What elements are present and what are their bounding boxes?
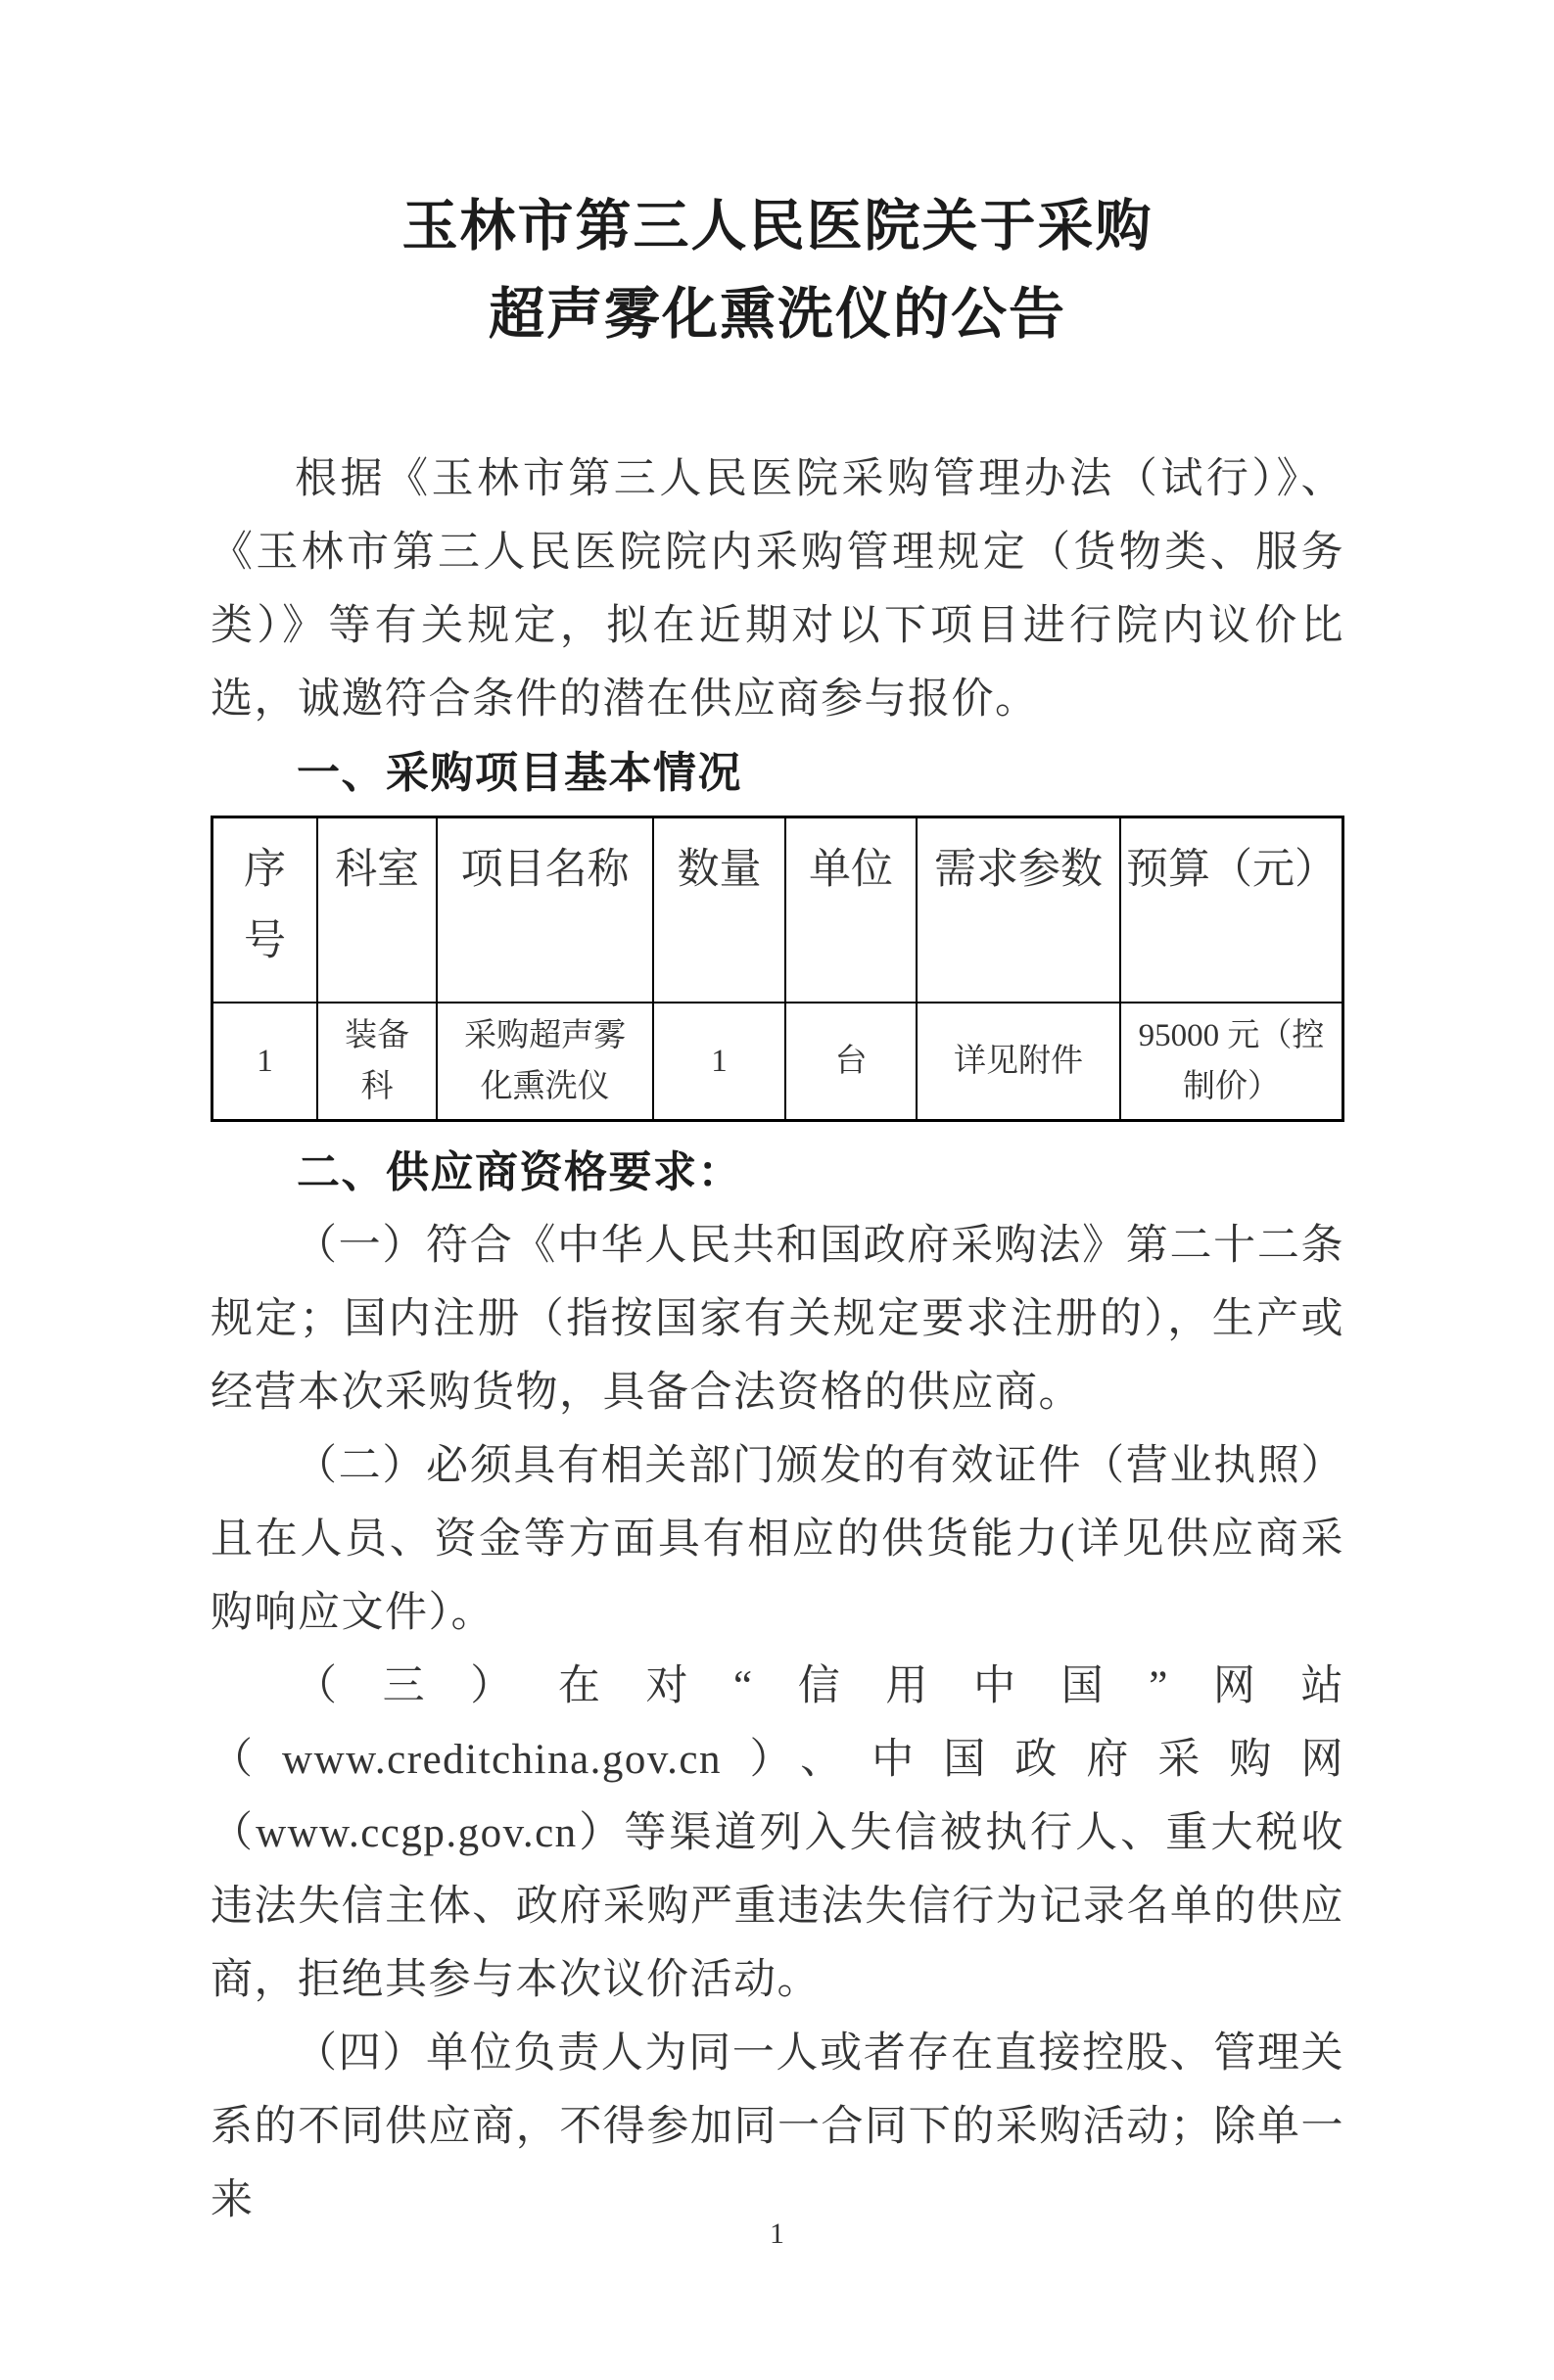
cell-budget: 95000 元（控制价）	[1120, 1003, 1343, 1121]
cell-project-name: 采购超声雾化熏洗仪	[437, 1003, 653, 1121]
header-cell-department: 科室	[317, 817, 437, 1003]
requirement-paragraph-2: （二）必须具有相关部门颁发的有效证件（营业执照）且在人员、资金等方面具有相应的供货能力(详见供应商采购响应文件）。	[211, 1443, 1344, 1636]
document-page	[0, 182, 1554, 2380]
table-data-row	[212, 1003, 1343, 1121]
document-title	[211, 182, 1344, 358]
header-label-serial-number: 序号	[243, 847, 286, 964]
header-cell-quantity: 数量	[653, 817, 785, 1003]
requirement-paragraph-4: （四）单位负责人为同一人或者存在直接控股、管理关系的不同供应商，不得参加同一合同下的采购活动；除单一来	[211, 2030, 1344, 2223]
cell-unit: 台	[785, 1003, 917, 1121]
section-2-body	[211, 1209, 1344, 2237]
header-cell-requirement-params: 需求参数	[917, 817, 1120, 1003]
intro-section	[211, 443, 1344, 736]
table-header-row	[212, 817, 1343, 1003]
header-cell-unit: 单位	[785, 817, 917, 1003]
document-title-line-2: 超声雾化熏洗仪的公告	[489, 282, 1066, 347]
cell-serial-number: 1	[212, 1003, 317, 1121]
requirement-paragraph-1: （一）符合《中华人民共和国政府采购法》第二十二条规定；国内注册（指按国家有关规定要求注册的），生产或经营本次采购货物，具备合法资格的供应商。	[211, 1223, 1344, 1416]
intro-paragraph: 根据《玉林市第三人民医院采购管理办法（试行）》、《玉林市第三人民医院院内采购管理规定（货物类、服务类）》等有关规定，拟在近期对以下项目进行院内议价比选，诚邀符合条件的潜在供应商参与报价。	[211, 456, 1344, 723]
page-number: 1	[770, 2217, 784, 2250]
header-cell-budget: 预算（元）	[1120, 817, 1343, 1003]
section-2-heading: 二、供应商资格要求：	[297, 1148, 742, 1196]
procurement-items-table	[211, 816, 1344, 1122]
cell-department: 装备科	[317, 1003, 437, 1121]
header-cell-project-name: 项目名称	[437, 817, 653, 1003]
section-1-heading: 一、采购项目基本情况	[297, 749, 742, 797]
document-title-line-1: 玉林市第三人民医院关于采购	[401, 194, 1154, 258]
page-content	[0, 182, 1554, 2237]
cell-requirement-params: 详见附件	[917, 1003, 1120, 1121]
requirement-paragraph-3: （三）在对“信用中国”网站（www.creditchina.gov.cn）、中国政府采购网（www.ccgp.gov.cn）等渠道列入失信被执行人、重大税收违法失信主体、政府采购严重违法失信行为记录名单的供应商，拒绝其参与本次议价活动。	[211, 1663, 1344, 2003]
cell-quantity: 1	[653, 1003, 785, 1121]
header-cell-serial-number	[212, 817, 317, 1003]
